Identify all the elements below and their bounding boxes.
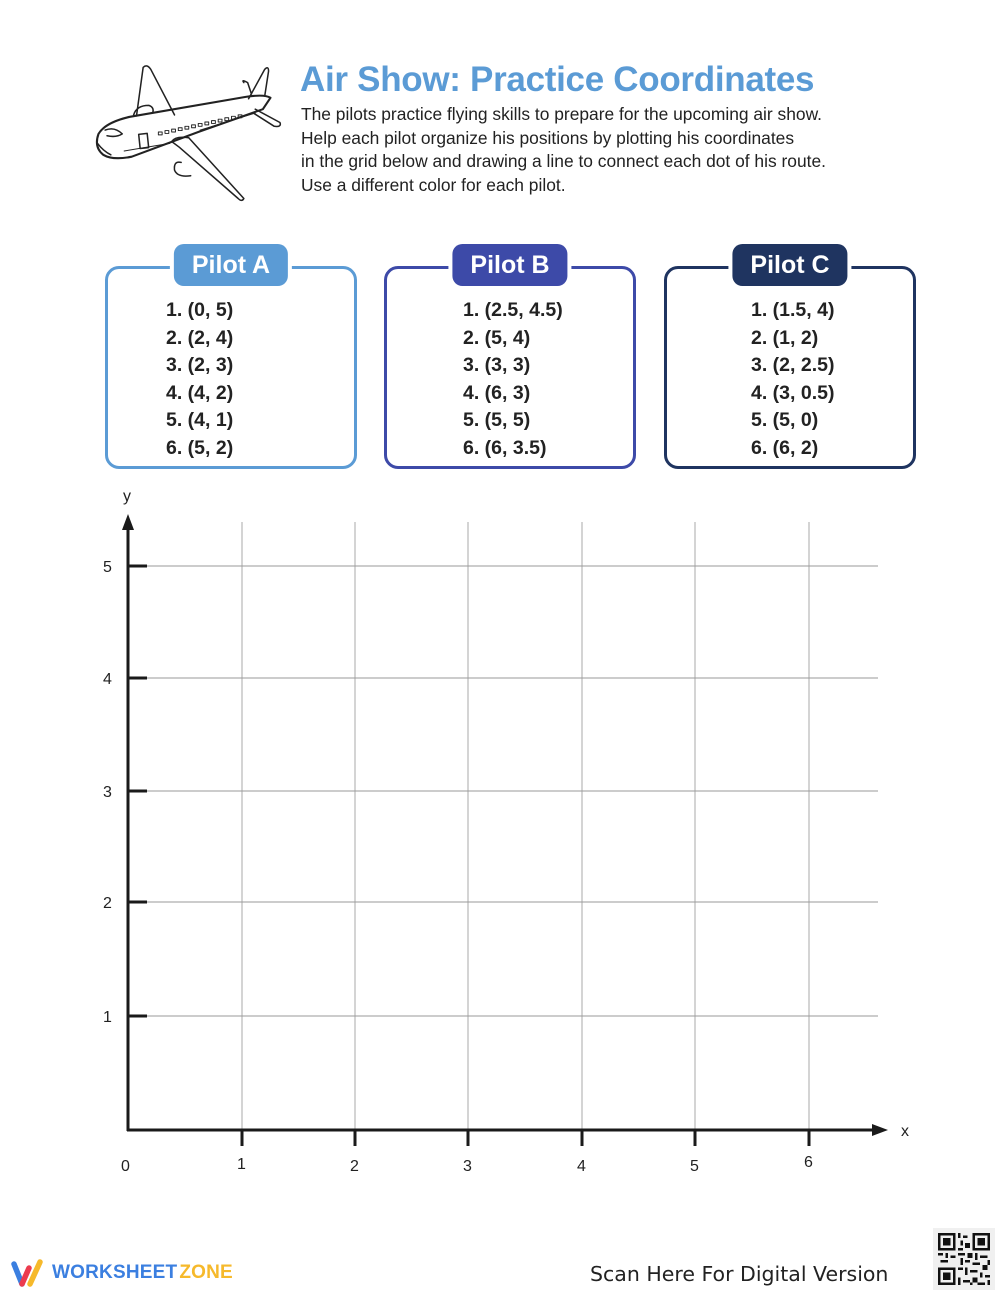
y-tick-label: 3 [103, 784, 112, 801]
instructions-line: The pilots practice flying skills to prepare for the upcoming air show. [301, 104, 822, 124]
coordinate-item: 2. (1, 2) [751, 326, 819, 349]
worksheet-zone-logo[interactable] [10, 1257, 233, 1289]
coordinate-item: 6. (6, 2) [751, 436, 819, 459]
page-title: Air Show: Practice Coordinates [300, 60, 815, 99]
qr-code-icon[interactable] [933, 1228, 995, 1290]
y-axis-label: y [123, 488, 131, 505]
coordinate-item: 3. (3, 3) [463, 354, 531, 376]
coordinate-item: 5. (5, 5) [463, 409, 531, 431]
pilot-c-card [664, 251, 916, 469]
y-axis-ticks [128, 566, 147, 1016]
coordinate-item: 1. (1.5, 4) [751, 299, 835, 321]
x-tick-label: 2 [350, 1158, 359, 1175]
coordinate-item: 4. (3, 0.5) [751, 381, 835, 404]
pilot-c-coordinates [751, 297, 834, 462]
pilot-c-heading: Pilot C [732, 244, 847, 286]
coordinate-item: 4. (4, 2) [166, 381, 234, 404]
logo-text-zone: ZONE [179, 1262, 233, 1283]
grid-lines-vertical [242, 522, 809, 1130]
x-tick-label: 5 [690, 1158, 699, 1175]
x-tick-label: 3 [463, 1158, 472, 1175]
pilot-a-coordinates [166, 297, 233, 462]
coordinate-item: 3. (2, 3) [166, 354, 234, 376]
coordinate-grid[interactable] [0, 480, 1000, 1200]
coordinate-item: 2. (2, 4) [166, 326, 234, 349]
pilot-b-coordinates [463, 297, 563, 462]
grid-lines-horizontal [128, 566, 878, 1016]
instructions-line: in the grid below and drawing a line to connect each dot of his route. [301, 151, 826, 171]
pilot-a-heading: Pilot A [174, 244, 288, 286]
pilot-a-card [105, 251, 357, 469]
x-tick-label: 1 [237, 1156, 246, 1173]
instructions-line: Use a different color for each pilot. [301, 174, 566, 195]
x-axis-arrow-icon [872, 1124, 888, 1136]
y-tick-label: 1 [103, 1009, 112, 1026]
y-tick-label: 2 [103, 895, 112, 912]
logo-text-worksheet: WORKSHEET [52, 1262, 178, 1283]
coordinate-item: 5. (4, 1) [166, 409, 234, 431]
x-axis-ticks [242, 1130, 809, 1146]
instructions-line: Help each pilot organize his positions by plotting his coordinates [301, 127, 795, 148]
scan-caption: Scan Here For Digital Version [590, 1262, 889, 1286]
coordinate-item: 1. (0, 5) [166, 299, 234, 321]
x-tick-label: 4 [577, 1158, 586, 1175]
coordinate-item: 2. (5, 4) [463, 326, 531, 349]
coordinate-item: 4. (6, 3) [463, 381, 531, 404]
coordinate-item: 5. (5, 0) [751, 409, 819, 431]
coordinate-item: 6. (5, 2) [166, 436, 234, 459]
coordinate-item: 3. (2, 2.5) [751, 354, 835, 376]
y-axis-arrow-icon [122, 514, 134, 530]
airplane-illustration [84, 56, 284, 208]
coordinate-item: 6. (6, 3.5) [463, 436, 547, 459]
x-axis-label: x [901, 1123, 909, 1140]
origin-label: 0 [121, 1158, 130, 1175]
y-tick-label: 5 [103, 559, 112, 576]
pilot-b-heading: Pilot B [452, 244, 567, 286]
logo-w-icon [10, 1258, 46, 1288]
x-tick-label: 6 [804, 1154, 813, 1171]
coordinate-item: 1. (2.5, 4.5) [463, 299, 563, 321]
y-tick-label: 4 [103, 671, 112, 688]
pilot-b-card [384, 251, 636, 469]
instructions [301, 103, 901, 197]
